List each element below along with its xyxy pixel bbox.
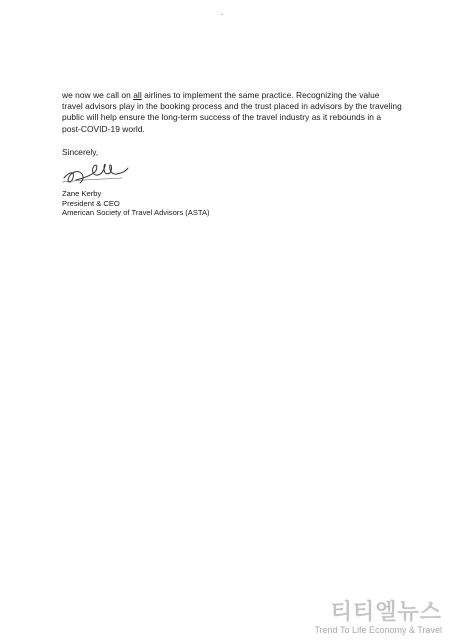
signatory-organization: American Society of Travel Advisors (ASTA) — [62, 208, 210, 218]
signatory-title: President & CEO — [62, 198, 120, 208]
paragraph-text-end: airlines to implement the same practice. Recognizing the value travel advisors play in the booking process and the trust placed in advisors by the traveling public will help ensure the long-term success of the travel industry as it rebounds in a post-COVID-19 world. — [62, 90, 402, 134]
watermark-title: 티티엘뉴스 — [330, 599, 442, 624]
signatory-name: Zane Kerby — [62, 189, 102, 198]
letter-body — [62, 90, 402, 135]
signature-image — [60, 156, 130, 188]
page-mark — [221, 14, 223, 15]
closing: Sincerely, — [62, 147, 99, 157]
paragraph-emphasis: all — [133, 90, 142, 100]
signature-block — [62, 189, 210, 218]
letter-paragraph — [62, 90, 402, 135]
watermark — [314, 599, 442, 636]
paragraph-text-start: we now we call on — [62, 90, 134, 100]
watermark-tagline: Trend To Life Economy & Travel — [314, 625, 442, 635]
